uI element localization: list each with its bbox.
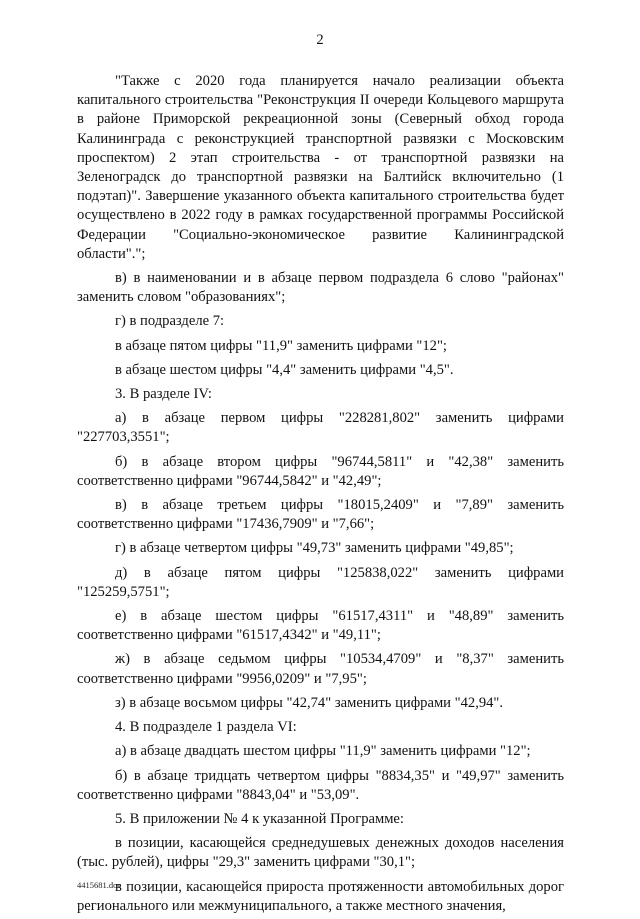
paragraph-abzac-5: в абзаце пятом цифры "11,9" заменить цифрами "12"; (115, 337, 447, 354)
paragraph-iv-d: д) в абзаце пятом цифры "125838,022" заменить цифрами "125259,5751"; (77, 564, 564, 600)
paragraph-iv-z: з) в абзаце восьмом цифры "42,74" заменить цифрами "42,94". (115, 694, 504, 711)
paragraph-item-g-subsection-7: г) в подразделе 7: (115, 313, 225, 330)
paragraph-appendix-4-heading: 5. В приложении № 4 к указанной Программе: (115, 810, 404, 827)
paragraph-item-v-subsection-6: в) в наименовании и в абзаце первом подраздела 6 слово "районах" заменить словом "образованиях"; (77, 270, 564, 306)
paragraph-iv-a: а) в абзаце первом цифры "228281,802" заменить цифрами "227703,3551"; (77, 410, 564, 446)
paragraph-iv-b: б) в абзаце втором цифры "96744,5811" и "42,38" заменить соответственно цифрами "96744,5842" и "42,49"; (77, 453, 564, 489)
paragraph-abzac-6: в абзаце шестом цифры "4,4" заменить цифрами "4,5". (115, 361, 454, 378)
paragraph-iv-v: в) в абзаце третьем цифры "18015,2409" и "7,89" заменить соответственно цифрами "17436,7909" и "7,66"; (77, 497, 564, 533)
document-body (77, 72, 564, 919)
paragraph-vi-a: а) в абзаце двадцать шестом цифры "11,9" заменить цифрами "12"; (115, 743, 531, 760)
paragraph-section-iv-heading: 3. В разделе IV: (115, 386, 212, 403)
document-filename: 4415681.doc (77, 880, 122, 890)
page-number: 2 (316, 32, 324, 48)
paragraph-appendix-roads: в позиции, касающейся прироста протяженности автомобильных дорог регионального или межмуниципального, а также местного значения, (77, 878, 564, 914)
paragraph-vi-b: б) в абзаце тридцать четвертом цифры "8834,35" и "49,97" заменить соответственно цифрами "8843,04" и "53,09". (77, 767, 564, 803)
paragraph-iv-e: е) в абзаце шестом цифры "61517,4311" и "48,89" заменить соответственно цифрами "61517,4342" и "49,11"; (77, 608, 564, 644)
paragraph-quote-capital-construction: "Также с 2020 года планируется начало реализации объекта капитального строительства "Реконструкция II очереди Кольцевого маршрута в районе Приморской рекреационной зоны (Северный обход города Калининграда с реконструкцией транспортной развязки с Московским проспектом) 2 этап строительства - от транспортной развязки на Зеленоградск до транспортной развязки на Балтийск включительно (1 подэтап)". Завершение указанного объекта капитального строительства будет осуществлено в 2022 году в рамках государственной программы Российской Федерации "Социально-экономическое развитие Калининградской области"."; (77, 73, 564, 262)
paragraph-iv-zh: ж) в абзаце седьмом цифры "10534,4709" и "8,37" заменить соответственно цифрами "9956,0209" и "7,95"; (77, 651, 564, 687)
paragraph-appendix-income: в позиции, касающейся среднедушевых денежных доходов населения (тыс. рублей), цифры "29,3" заменить цифрами "30,1"; (77, 835, 564, 871)
paragraph-section-vi-heading: 4. В подразделе 1 раздела VI: (115, 719, 297, 736)
paragraph-iv-g: г) в абзаце четвертом цифры "49,73" заменить цифрами "49,85"; (115, 540, 514, 557)
